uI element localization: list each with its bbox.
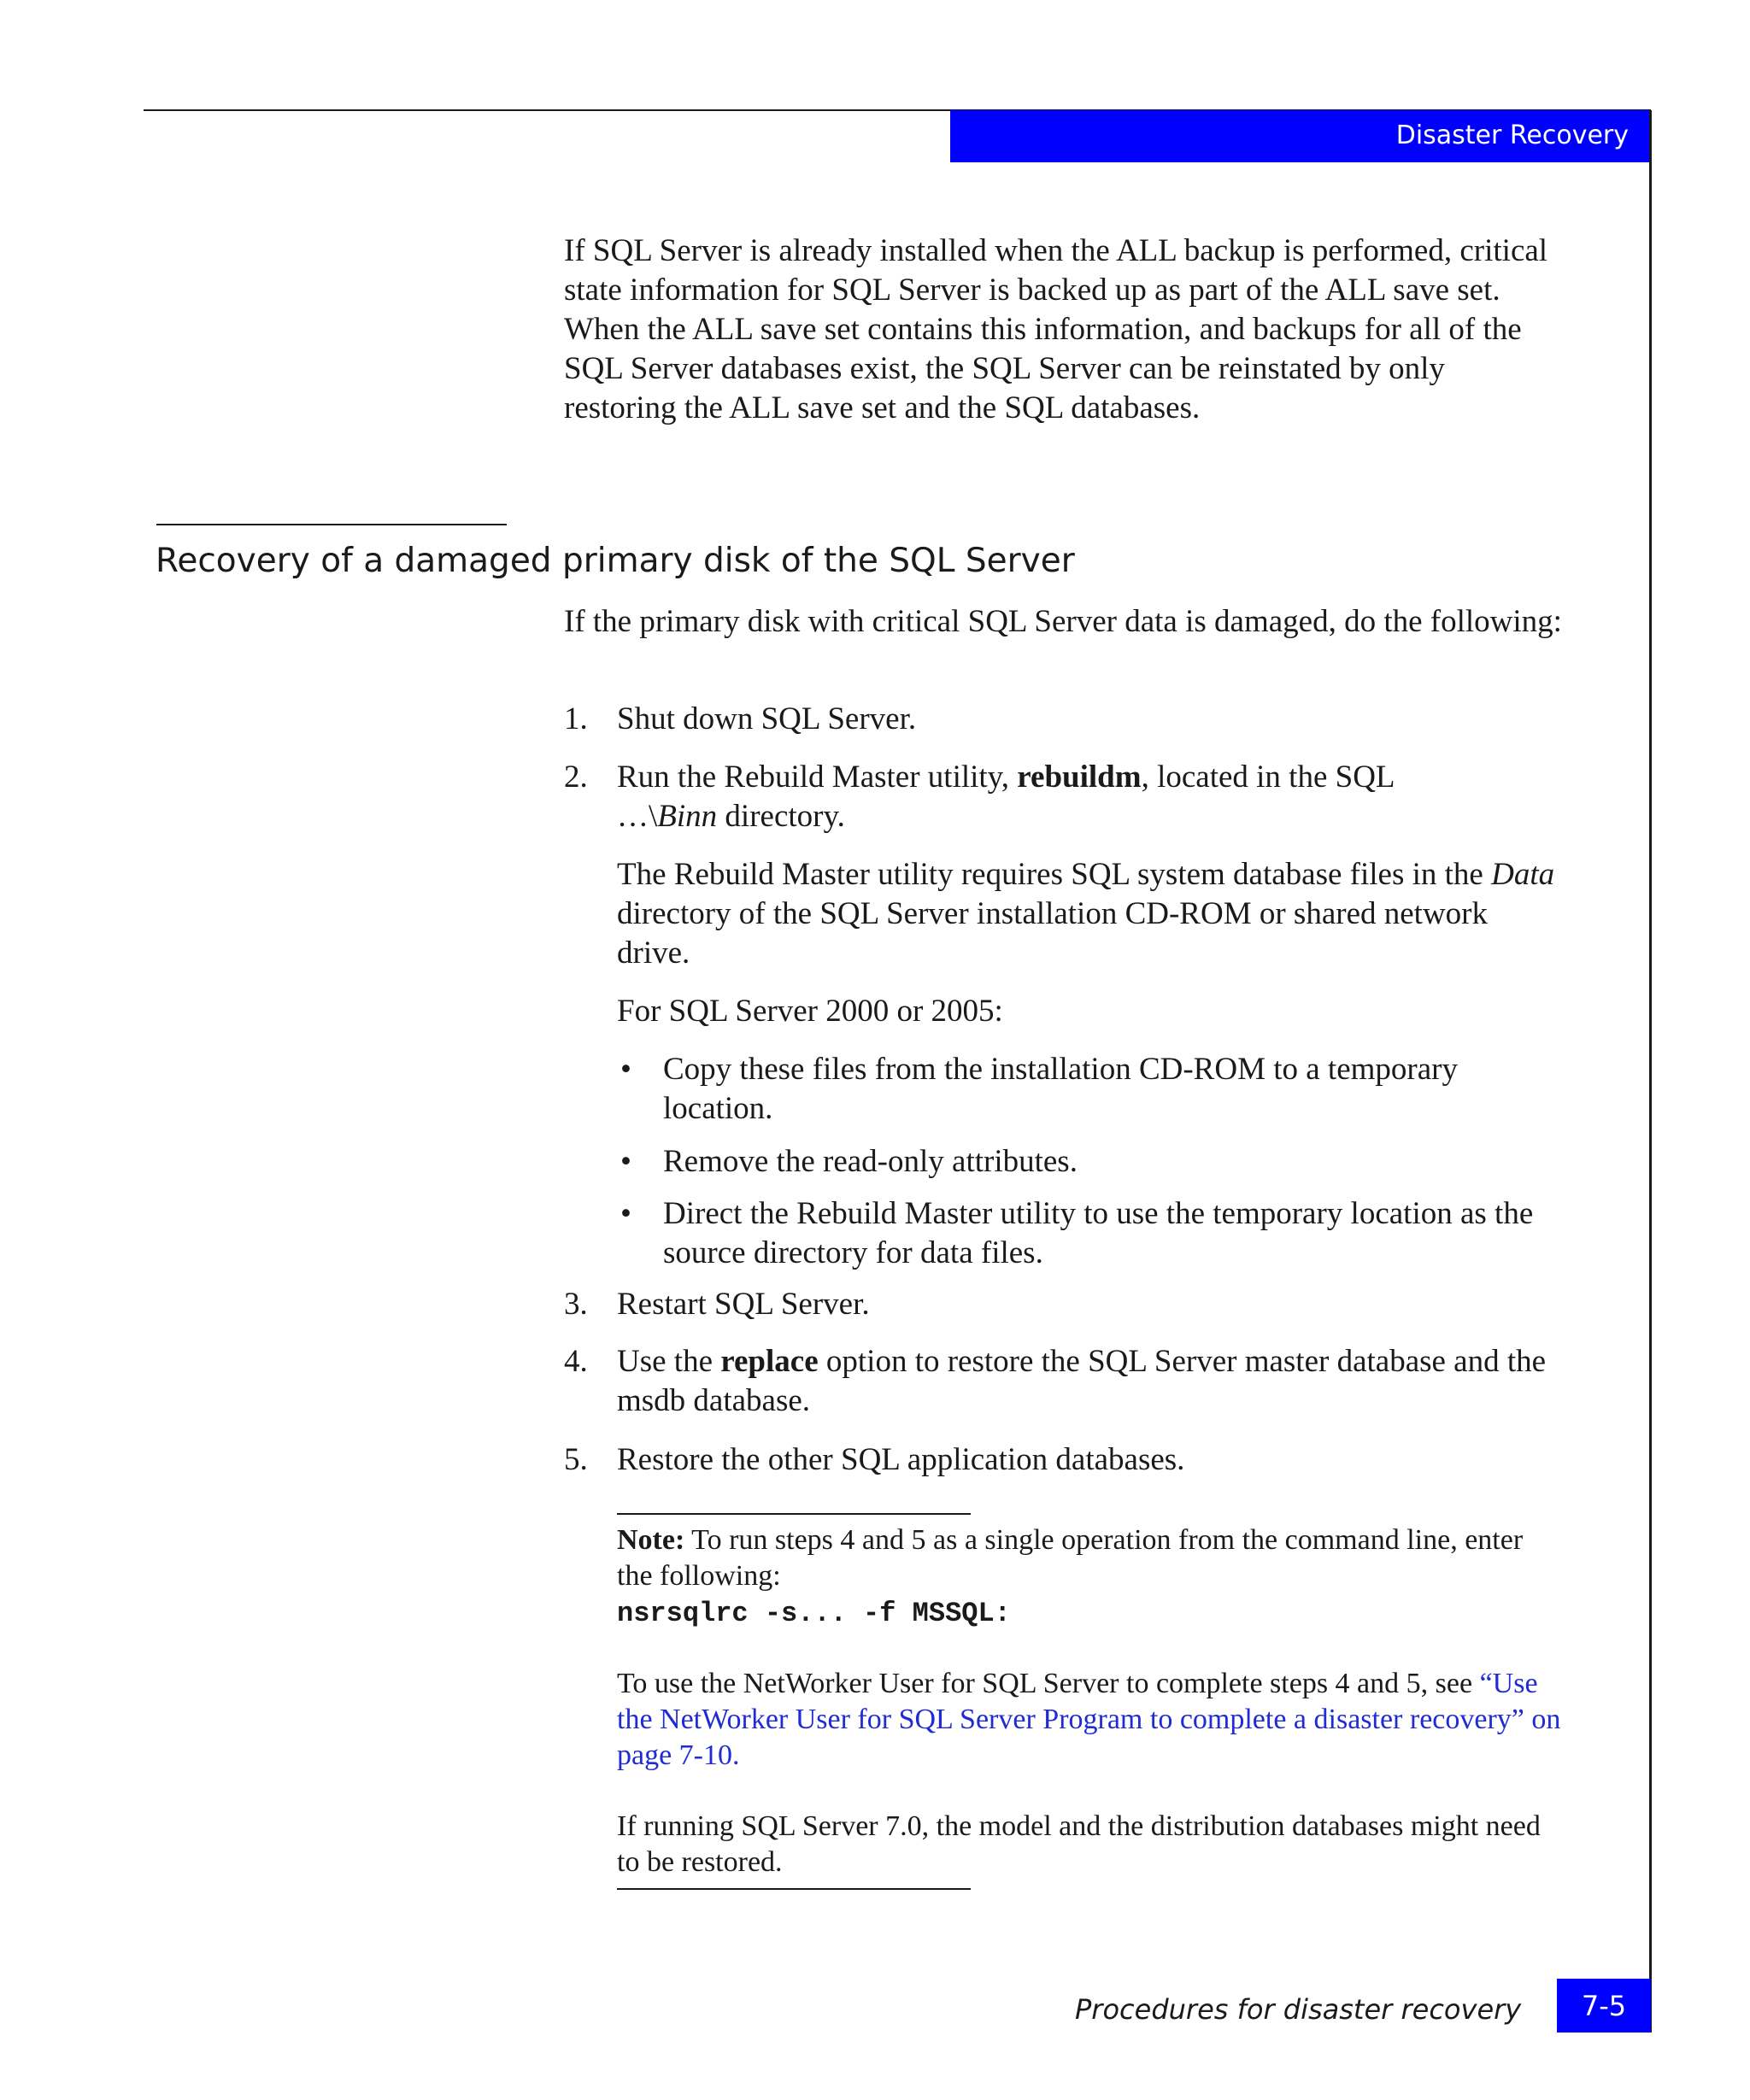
link-period: . [732,1739,740,1771]
header-section-label: Disaster Recovery [1395,120,1629,150]
bullet-item [617,1142,1564,1182]
note-text: To use the NetWorker User for SQL Server to complete steps 4 and 5, see [617,1668,1480,1699]
step-3 [564,1285,1564,1324]
cross-reference-link[interactable]: “Use the NetWorker User for SQL Server Program to complete a disaster recovery” on page 7-10 [617,1668,1561,1771]
step-number: 2. [564,760,588,795]
command-name: rebuildm [1017,760,1142,795]
note-bottom-rule [617,1888,971,1890]
bullet-text: Copy these files from the installation CD-ROM to a temporary location. [663,1052,1458,1126]
step-text: Use the [617,1344,721,1379]
bullet-text: Direct the Rebuild Master utility to use the temporary location as the source directory for data files. [663,1196,1534,1270]
step-number: 4. [564,1344,588,1379]
step-text: Run the Rebuild Master utility, [617,760,1018,795]
step-number: 5. [564,1442,588,1477]
step-text: Restart SQL Server. [617,1287,870,1322]
command-line: nsrsqlrc -s... -f MSSQL: [617,1598,1011,1629]
header-section-tab [950,110,1651,162]
note-paragraph [617,1522,1565,1594]
step-text: , located in the SQL [1141,760,1395,795]
note-top-rule [617,1513,971,1515]
path-prefix: …\ [617,799,658,834]
intro-paragraph: If SQL Server is already installed when the ALL backup is performed, critical state information for SQL Server is backed up as part of the ALL save set. When the ALL save set contains this information, and backups for all of the SQL Server databases exist, the SQL Server can be reinstated by only restoring the ALL save set and the SQL databases. [564,233,1548,425]
detail-text: The Rebuild Master utility requires SQL system database files in the [617,857,1492,892]
note-paragraph-3: If running SQL Server 7.0, the model and the distribution databases might need to be restored. [617,1810,1541,1878]
page-number: 7-5 [1581,1990,1627,2022]
bullet-marker: • [620,1196,631,1231]
path-folder: Binn [657,799,718,834]
step-text: option to restore the SQL Server master database and the msdb database. [617,1344,1547,1418]
page-number-box [1557,1979,1651,2033]
note-paragraph-2 [617,1666,1565,1774]
step-text: Restore the other SQL application databases. [617,1442,1185,1477]
bullet-item [617,1194,1564,1273]
bullet-marker: • [620,1052,631,1087]
note-text: To run steps 4 and 5 as a single operation from the command line, enter the following: [617,1524,1524,1592]
section-rule [156,524,507,525]
step-text: Shut down SQL Server. [617,701,917,736]
bullet-marker: • [620,1144,631,1179]
step-number: 3. [564,1287,588,1322]
step-number: 1. [564,701,588,736]
note-label: Note: [617,1524,685,1556]
bullet-text: Remove the read-only attributes. [663,1144,1078,1179]
step-2-versions: For SQL Server 2000 or 2005: [617,994,1003,1029]
step-text: directory. [717,799,845,834]
step-4 [564,1342,1564,1421]
data-folder: Data [1491,857,1555,892]
step-5 [564,1440,1564,1480]
section-lead: If the primary disk with critical SQL Server data is damaged, do the following: [564,604,1562,639]
step-1 [564,700,1564,739]
detail-text: directory of the SQL Server installation CD-ROM or shared network drive. [617,896,1488,971]
bullet-item [617,1050,1564,1129]
right-margin-rule [1649,110,1652,2033]
section-heading: Recovery of a damaged primary disk of the SQL Server [156,542,1075,580]
footer-title: Procedures for disaster recovery [1075,1993,1522,2026]
step-2-detail [617,855,1564,973]
option-name: replace [720,1344,819,1379]
step-2 [564,758,1564,836]
